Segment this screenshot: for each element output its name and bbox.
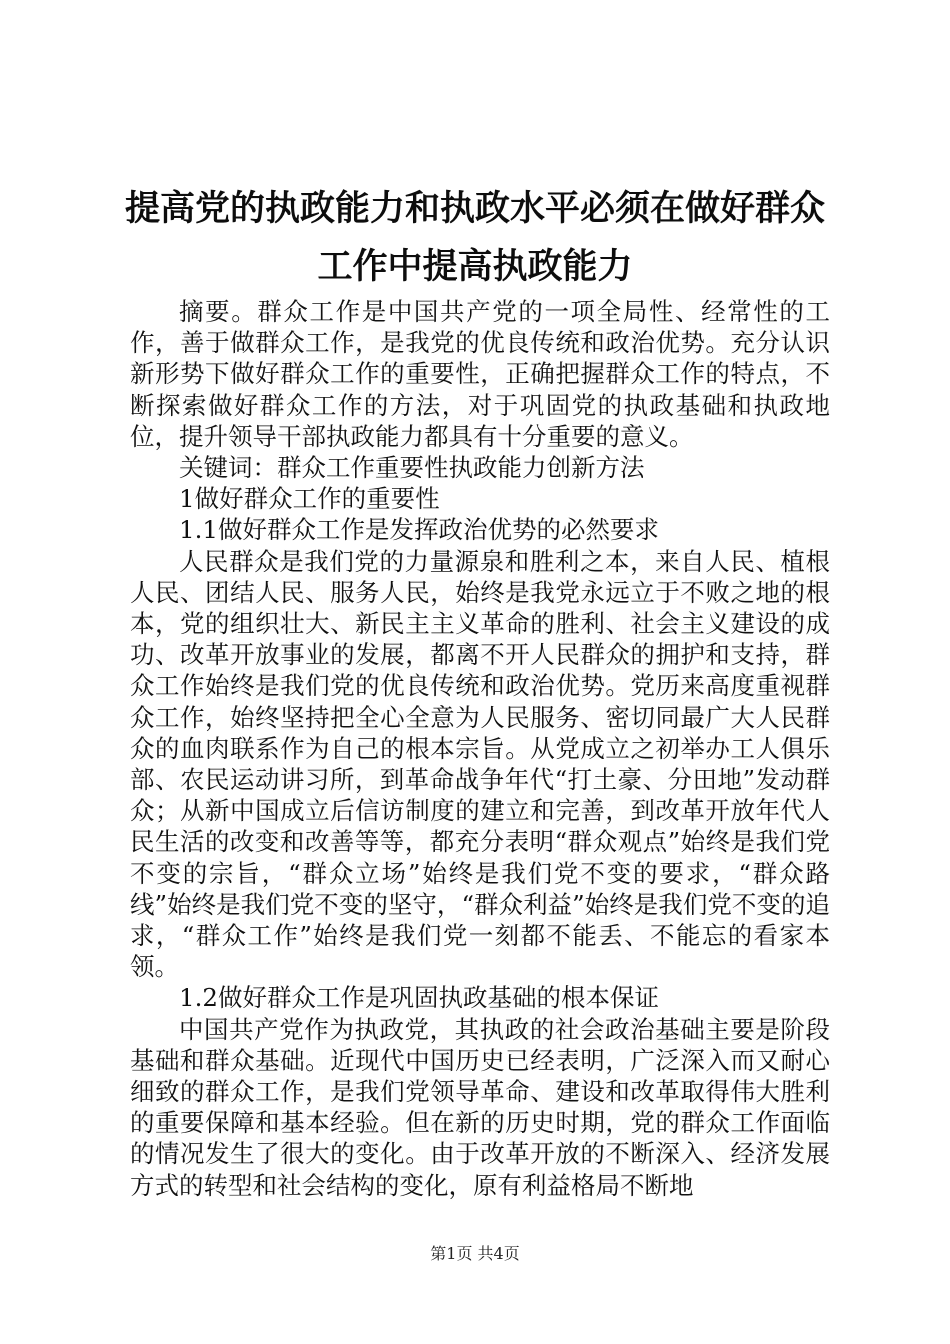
page-footer: 第1页 共4页: [430, 1244, 520, 1263]
section-heading-1: 1做好群众工作的重要性: [179, 484, 440, 514]
abstract-paragraph: 摘要。群众工作是中国共产党的一项全局性、经常性的工作，善于做群众工作，是我党的优良传统和政治优势。充分认识新形势下做好群众工作的重要性，正确把握群众工作的特点，不断探索做好群众工作的方法，对于巩固党的执政基础和执政地位，提升领导干部执政能力都具有十分重要的意义。: [130, 297, 830, 451]
body-paragraph: 人民群众是我们党的力量源泉和胜利之本，来自人民、植根人民、团结人民、服务人民，始终是我党永远立于不败之地的根本，党的组织壮大、新民主主义革命的胜利、社会主义建设的成功、改革开放事业的发展，都离不开人民群众的拥护和支持，群众工作始终是我们党的优良传统和政治优势。党历来高度重视群众工作，始终坚持把全心全意为人民服务、密切同最广大人民群众的血肉联系作为自己的根本宗旨。从党成立之初举办工人俱乐部、农民运动讲习所，到革命战争年代“打土豪、分田地”发动群众；从新中国成立后信访制度的建立和完善，到改革开放年代人民生活的改变和改善等等，都充分表明“群众观点”始终是我们党不变的宗旨，“群众立场”始终是我们党不变的要求，“群众路线”始终是我们党不变的坚守，“群众利益”始终是我们党不变的追求，“群众工作”始终是我们党一刻都不能丢、不能忘的看家本领。: [130, 546, 830, 982]
document-body: [130, 296, 830, 1201]
subsection-heading-1-1: 1.1做好群众工作是发挥政治优势的必然要求: [179, 515, 659, 545]
subsection-heading-1-2: 1.2做好群众工作是巩固执政基础的根本保证: [179, 983, 659, 1013]
keywords-line: 关键词：群众工作重要性执政能力创新方法: [179, 453, 645, 483]
document-title-line-1: 提高党的执政能力和执政水平必须在做好群众: [124, 189, 825, 229]
body-paragraph: 中国共产党作为执政党，其执政的社会政治基础主要是阶段基础和群众基础。近现代中国历史已经表明，广泛深入而又耐心细致的群众工作，是我们党领导革命、建设和改革取得伟大胜利的重要保障和基本经验。但在新的历史时期，党的群众工作面临的情况发生了很大的变化。由于改革开放的不断深入、经济发展方式的转型和社会结构的变化，原有利益格局不断地: [130, 1014, 830, 1200]
document-title-line-2: 工作中提高执政能力: [317, 247, 633, 287]
